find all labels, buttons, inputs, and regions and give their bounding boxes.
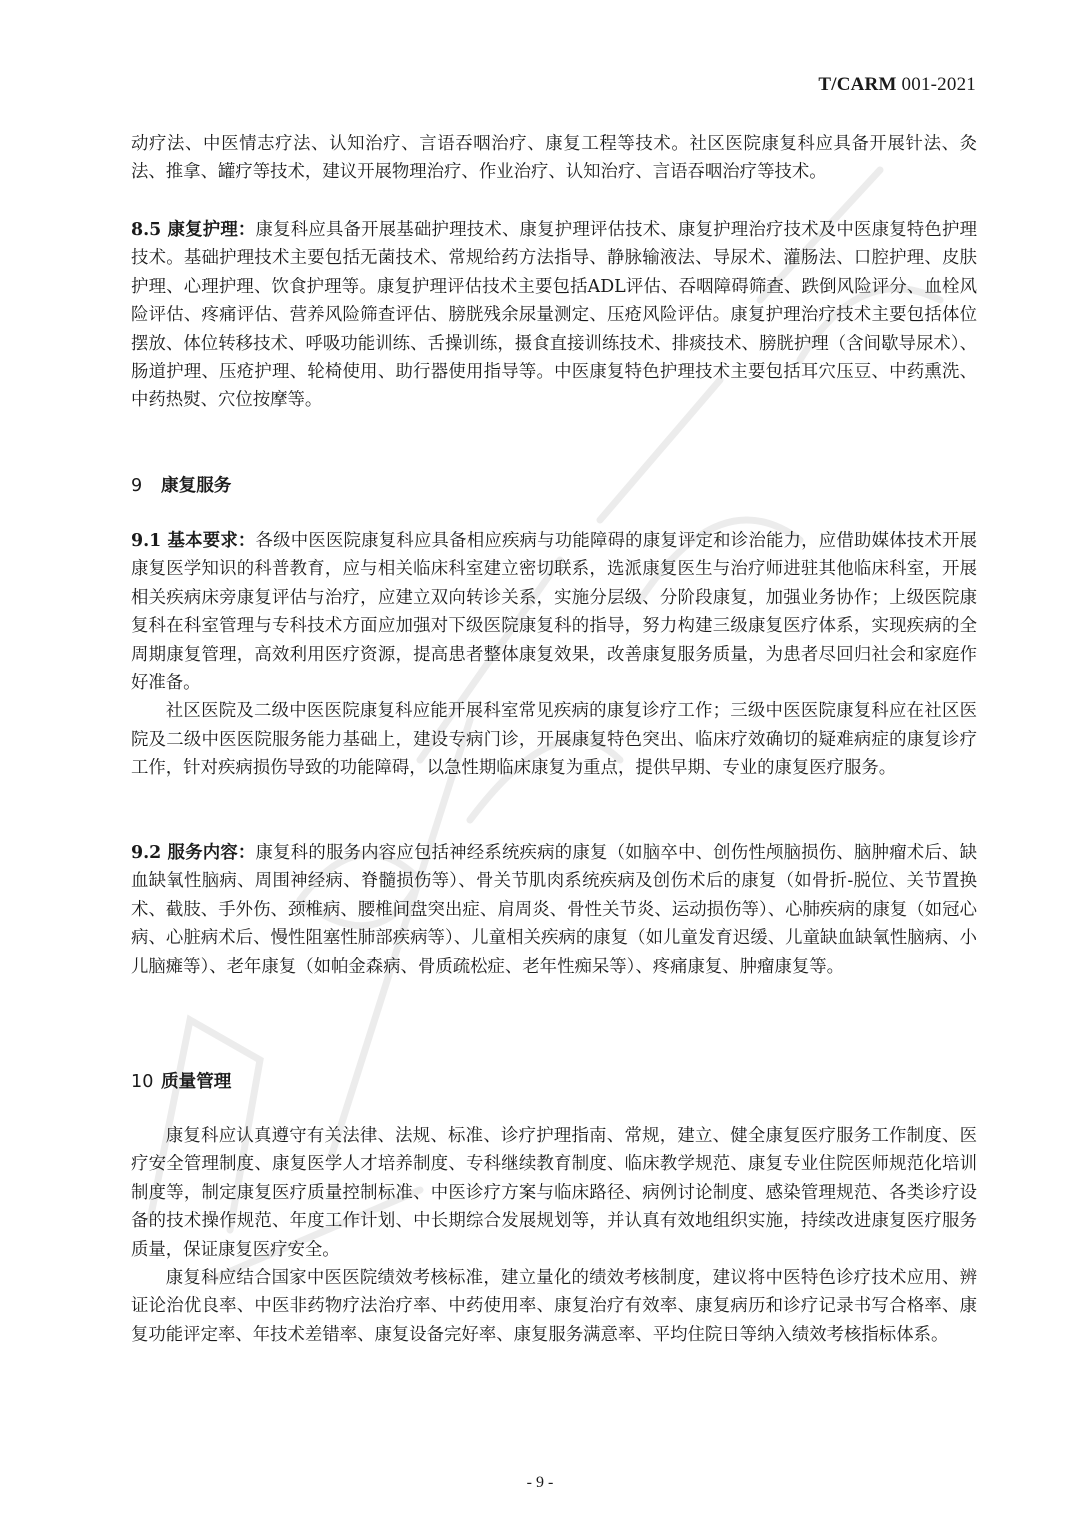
standard-code-prefix: T/CARM [818,74,897,95]
section-9-number: 9 [131,476,143,496]
section-9-2-label: 9.2 服务内容： [131,843,256,863]
section-9-1-paragraph-2: 社区医院及二级中医医院康复科应能开展科室常见疾病的康复诊疗工作；三级中医医院康复科应在社区医院及二级中医医院服务能力基础上，建设专病门诊，开展康复特色突出、临床疗效确切的疑难病症的康复诊疗工作，针对疾病损伤导致的功能障碍，以急性期临床康复为重点，提供早期、专业的康复医疗服务。 [131,701,977,779]
section-9-1-text: 各级中医医院康复科应具备相应疾病与功能障碍的康复评定和诊治能力，应借助媒体技术开展康复医学知识的科普教育，应与相关临床科室建立密切联系，选派康复医生与治疗师进驻其他临床科室，开展相关疾病床旁康复评估与治疗，应建立双向转诊关系，实施分层级、分阶段康复，加强业务协作；上级医院康复科在科室管理与专科技术方面应加强对下级医院康复科的指导，努力构建三级康复医疗体系，实现疾病的全周期康复管理，高效利用医疗资源，提高患者整体康复效果，改善康复服务质量，为患者尽回归社会和家庭作好准备。 [131,531,977,694]
section-9-heading [131,472,231,497]
section-9-title: 康复服务 [161,476,232,496]
standard-code [818,74,976,96]
standard-code-number: 001-2021 [896,74,976,95]
section-10-body [131,1122,977,1349]
section-9-1 [131,527,977,783]
section-8-5 [131,216,977,415]
continued-paragraph [131,130,977,187]
section-10-paragraph-2: 康复科应结合国家中医医院绩效考核标准，建立量化的绩效考核制度，建议将中医特色诊疗技术应用、辨证论治优良率、中医非药物疗法治疗率、中药使用率、康复治疗有效率、康复病历和诊疗记录书写合格率、康复功能评定率、年技术差错率、康复设备完好率、康复服务满意率、平均住院日等纳入绩效考核指标体系。 [131,1268,977,1345]
continued-paragraph-text: 动疗法、中医情志疗法、认知治疗、言语吞咽治疗、康复工程等技术。社区医院康复科应具备开展针法、灸法、推拿、罐疗等技术，建议开展物理治疗、作业治疗、认知治疗、言语吞咽治疗等技术。 [131,134,977,183]
section-9-2-text: 康复科的服务内容应包括神经系统疾病的康复（如脑卒中、创伤性颅脑损伤、脑肿瘤术后、缺血缺氧性脑病、周围神经病、脊髓损伤等）、骨关节肌肉系统疾病及创伤术后的康复（如骨折-脱位、关节置换术、截肢、手外伤、颈椎病、腰椎间盘突出症、肩周炎、骨性关节炎、运动损伤等）、心肺疾病的康复（如冠心病、心脏病术后、慢性阻塞性肺部疾病等）、儿童相关疾病的康复（如儿童发育迟缓、儿童缺血缺氧性脑病、小儿脑瘫等）、老年康复（如帕金森病、骨质疏松症、老年性痴呆等）、疼痛康复、肿瘤康复等。 [131,843,977,977]
page-number: - 9 - [526,1474,554,1491]
section-9-2-paragraph [131,839,977,981]
section-9-2 [131,839,977,981]
section-8-5-text: 康复科应具备开展基础护理技术、康复护理评估技术、康复护理治疗技术及中医康复特色护理技术。基础护理技术主要包括无菌技术、常规给药方法指导、静脉输液法、导尿术、灌肠法、口腔护理、皮肤护理、心理护理、饮食护理等。康复护理评估技术主要包括ADL评估、吞咽障碍筛查、跌倒风险评分、血栓风险评估、疼痛评估、营养风险筛查评估、膀胱残余尿量测定、压疮风险评估。康复护理治疗技术主要包括体位摆放、体位转移技术、呼吸功能训练、舌操训练，摄食直接训练技术、排痰技术、膀胱护理（含间歇导尿术）、肠道护理、压疮护理、轮椅使用、助行器使用指导等。中医康复特色护理技术主要包括耳穴压豆、中药熏洗、中药热熨、穴位按摩等。 [131,220,977,411]
section-10-title: 质量管理 [161,1072,232,1092]
section-10-heading [131,1068,231,1093]
section-9-1-paragraph [131,527,977,697]
section-10-paragraph-1: 康复科应认真遵守有关法律、法规、标准、诊疗护理指南、常规，建立、健全康复医疗服务工作制度、医疗安全管理制度、康复医学人才培养制度、专科继续教育制度、临床教学规范、康复专业住院医师规范化培训制度等，制定康复医疗质量控制标准、中医诊疗方案与临床路径、病例讨论制度、感染管理规范、各类诊疗设备的技术操作规范、年度工作计划、中长期综合发展规划等，并认真有效地组织实施，持续改进康复医疗服务质量，保证康复医疗安全。 [131,1126,977,1260]
section-8-5-paragraph [131,216,977,415]
section-8-5-label: 8.5 康复护理： [131,220,256,240]
section-10-number: 10 [131,1072,154,1092]
section-9-1-label: 9.1 基本要求： [131,531,256,551]
